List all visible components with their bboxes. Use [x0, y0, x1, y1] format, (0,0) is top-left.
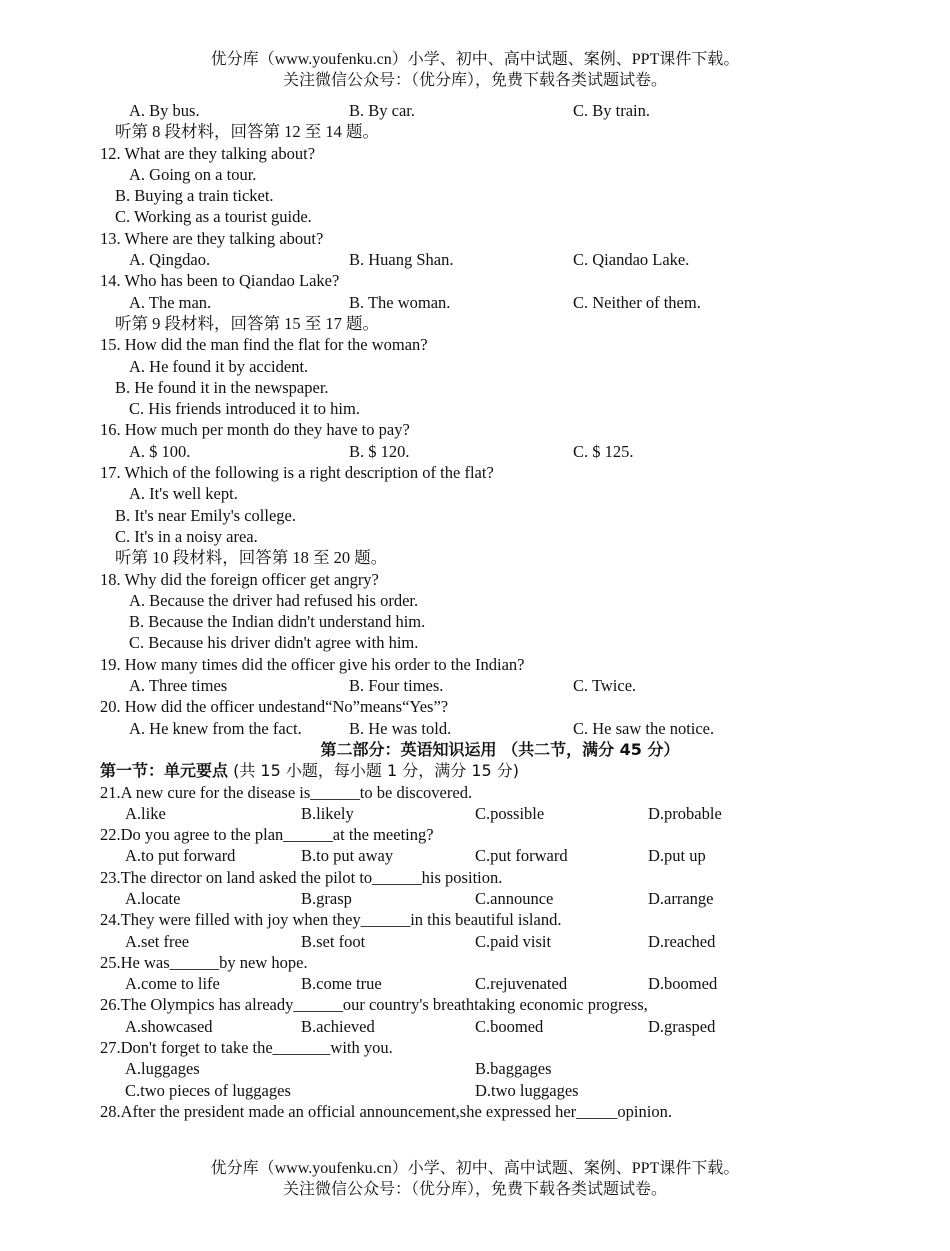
question-text [100, 228, 900, 249]
text-line [100, 632, 900, 653]
answer-option: B. Four times. [349, 676, 444, 696]
answer-option: B.baggages [475, 1059, 552, 1079]
answer-option: D.two luggages [475, 1080, 579, 1100]
answer-option: A.come to life [125, 974, 220, 994]
answer-option: A.set free [125, 931, 190, 951]
answer-option: B.likely [301, 803, 354, 823]
header-line-2: 关注微信公众号：（优分库），免费下载各类试题试卷。 [282, 72, 667, 89]
answer-option: D.probable [648, 803, 722, 823]
text-line [100, 377, 900, 398]
options-row [100, 1080, 900, 1101]
options-row [100, 803, 900, 824]
line-text: 15. How did the man find the flat for the woman? [100, 335, 428, 355]
line-text: 14. Who has been to Qiandao Lake? [100, 271, 340, 291]
options-row [100, 973, 900, 994]
footer-line-2: 关注微信公众号：（优分库），免费下载各类试题试卷。 [282, 1181, 667, 1198]
question-text [100, 952, 900, 973]
options-row [100, 931, 900, 952]
line-text: 22.Do you agree to the plan______at the meeting? [100, 825, 434, 845]
options-row [100, 1016, 900, 1037]
answer-option: B. The woman. [349, 292, 451, 312]
answer-option: A. By bus. [129, 101, 200, 120]
question-text [100, 824, 900, 845]
answer-option: C.put forward [475, 846, 568, 866]
text-line [100, 483, 900, 504]
answer-option: B. Huang Shan. [349, 250, 454, 270]
text-line [100, 185, 900, 206]
exam-content [100, 100, 900, 1122]
question-text [100, 696, 900, 717]
line-text: 18. Why did the foreign officer get angry? [100, 569, 379, 589]
line-text: 23.The director on land asked the pilot to______his position. [100, 867, 503, 887]
page-header [0, 49, 950, 91]
options-row [100, 888, 900, 909]
options-row [100, 100, 900, 121]
line-text: A. It's well kept. [129, 484, 238, 504]
line-text: 13. Where are they talking about? [100, 228, 324, 248]
page-footer [0, 1158, 950, 1200]
answer-option: C. Qiandao Lake. [573, 250, 690, 270]
question-text [100, 782, 900, 803]
answer-option: A.to put forward [125, 846, 236, 866]
options-row [100, 845, 900, 866]
question-text [100, 462, 900, 483]
text-line [100, 313, 900, 334]
answer-option: B.come true [301, 974, 382, 994]
answer-option: A.luggages [125, 1059, 200, 1079]
answer-option: D.arrange [648, 888, 714, 908]
text-line [100, 121, 900, 142]
line-text: A. Going on a tour. [129, 164, 257, 184]
answer-option: C. He saw the notice. [573, 718, 715, 738]
line-text: 27.Don't forget to take the_______with you. [100, 1038, 393, 1058]
line-text: 26.The Olympics has already______our country's breathtaking economic progress, [100, 995, 648, 1015]
text-line [100, 611, 900, 632]
answer-option: A.showcased [125, 1016, 213, 1036]
answer-option: C. Neither of them. [573, 292, 701, 312]
answer-option: A. Qingdao. [129, 250, 211, 270]
options-row [100, 292, 900, 313]
text-line [100, 590, 900, 611]
answer-option: C.rejuvenated [475, 974, 568, 994]
answer-option: A. The man. [129, 292, 212, 312]
answer-option: B. $ 120. [349, 441, 410, 461]
options-row [100, 675, 900, 696]
answer-option: D.put up [648, 846, 706, 866]
question-text [100, 143, 900, 164]
section-subtitle: 第一节：单元要点 (共 15 小题，每小题 1 分，满分 15 分) [100, 761, 520, 781]
line-text: 20. How did the officer undestand“No”means“Yes”? [100, 697, 449, 717]
line-text: 听第 8 段材料，回答第 12 至 14 题。 [115, 122, 379, 142]
answer-option: C. $ 125. [573, 441, 634, 461]
question-text [100, 1101, 900, 1122]
answer-option: D.grasped [648, 1016, 716, 1036]
text-line [100, 164, 900, 185]
line-text: A. Because the driver had refused his order. [129, 590, 419, 610]
line-text: B. Because the Indian didn't understand him. [129, 612, 426, 632]
line-text: 听第 10 段材料，回答第 18 至 20 题。 [115, 548, 388, 568]
answer-option: B. By car. [349, 101, 415, 120]
line-text: C. Because his driver didn't agree with him. [129, 633, 419, 653]
line-text: B. He found it in the newspaper. [115, 377, 329, 397]
answer-option: B.achieved [301, 1016, 375, 1036]
question-text [100, 867, 900, 888]
line-text: 12. What are they talking about? [100, 143, 316, 163]
line-text: 19. How many times did the officer give his order to the Indian? [100, 654, 525, 674]
section-title: 第二部分：英语知识运用 （共二节，满分 45 分） [320, 739, 680, 759]
header-line-1: 优分库（www.youfenku.cn）小学、初中、高中试题、案例、PPT课件下载。 [210, 51, 740, 68]
text-line [100, 505, 900, 526]
answer-option: C.paid visit [475, 931, 552, 951]
options-row [100, 1058, 900, 1079]
options-row [100, 718, 900, 739]
question-text [100, 270, 900, 291]
line-text: C. Working as a tourist guide. [115, 207, 312, 227]
text-line [100, 356, 900, 377]
answer-option: C. Twice. [573, 676, 637, 696]
line-text: 21.A new cure for the disease is______to be discovered. [100, 782, 473, 802]
question-text [100, 569, 900, 590]
question-text [100, 334, 900, 355]
section-subtitle-bold: 第一节：单元要点 [100, 761, 229, 781]
text-line [100, 206, 900, 227]
line-text: 25.He was______by new hope. [100, 952, 308, 972]
answer-option: C.boomed [475, 1016, 544, 1036]
line-text: A. He found it by accident. [129, 356, 309, 376]
question-text [100, 994, 900, 1015]
text-line [100, 547, 900, 568]
question-text [100, 419, 900, 440]
line-text: 24.They were filled with joy when they______in this beautiful island. [100, 910, 562, 930]
options-row [100, 441, 900, 462]
answer-option: A. He knew from the fact. [129, 718, 302, 738]
answer-option: B.grasp [301, 888, 352, 908]
answer-option: B. He was told. [349, 718, 452, 738]
line-text: B. Buying a train ticket. [115, 186, 274, 206]
answer-option: C. By train. [573, 101, 650, 120]
line-text: C. It's in a noisy area. [115, 526, 258, 546]
answer-option: A. $ 100. [129, 441, 191, 461]
answer-option: B.to put away [301, 846, 394, 866]
answer-option: A.locate [125, 888, 181, 908]
answer-option: B.set foot [301, 931, 366, 951]
line-text: 16. How much per month do they have to pay? [100, 420, 410, 440]
line-text: 28.After the president made an official announcement,she expressed her_____opinion. [100, 1101, 672, 1121]
options-row [100, 249, 900, 270]
answer-option: D.reached [648, 931, 716, 951]
answer-option: C.announce [475, 888, 554, 908]
footer-line-1: 优分库（www.youfenku.cn）小学、初中、高中试题、案例、PPT课件下载。 [210, 1160, 740, 1177]
answer-option: A. Three times [129, 676, 228, 696]
question-text [100, 654, 900, 675]
question-text [100, 1037, 900, 1058]
question-text [100, 909, 900, 930]
answer-option: D.boomed [648, 974, 718, 994]
answer-option: A.like [125, 803, 166, 823]
text-line [100, 398, 900, 419]
answer-option: C.two pieces of luggages [125, 1080, 291, 1100]
line-text: 17. Which of the following is a right description of the flat? [100, 463, 494, 483]
answer-option: C.possible [475, 803, 545, 823]
line-text: 听第 9 段材料，回答第 15 至 17 题。 [115, 313, 379, 333]
line-text: B. It's near Emily's college. [115, 505, 296, 525]
line-text: C. His friends introduced it to him. [129, 399, 360, 419]
text-line [100, 526, 900, 547]
